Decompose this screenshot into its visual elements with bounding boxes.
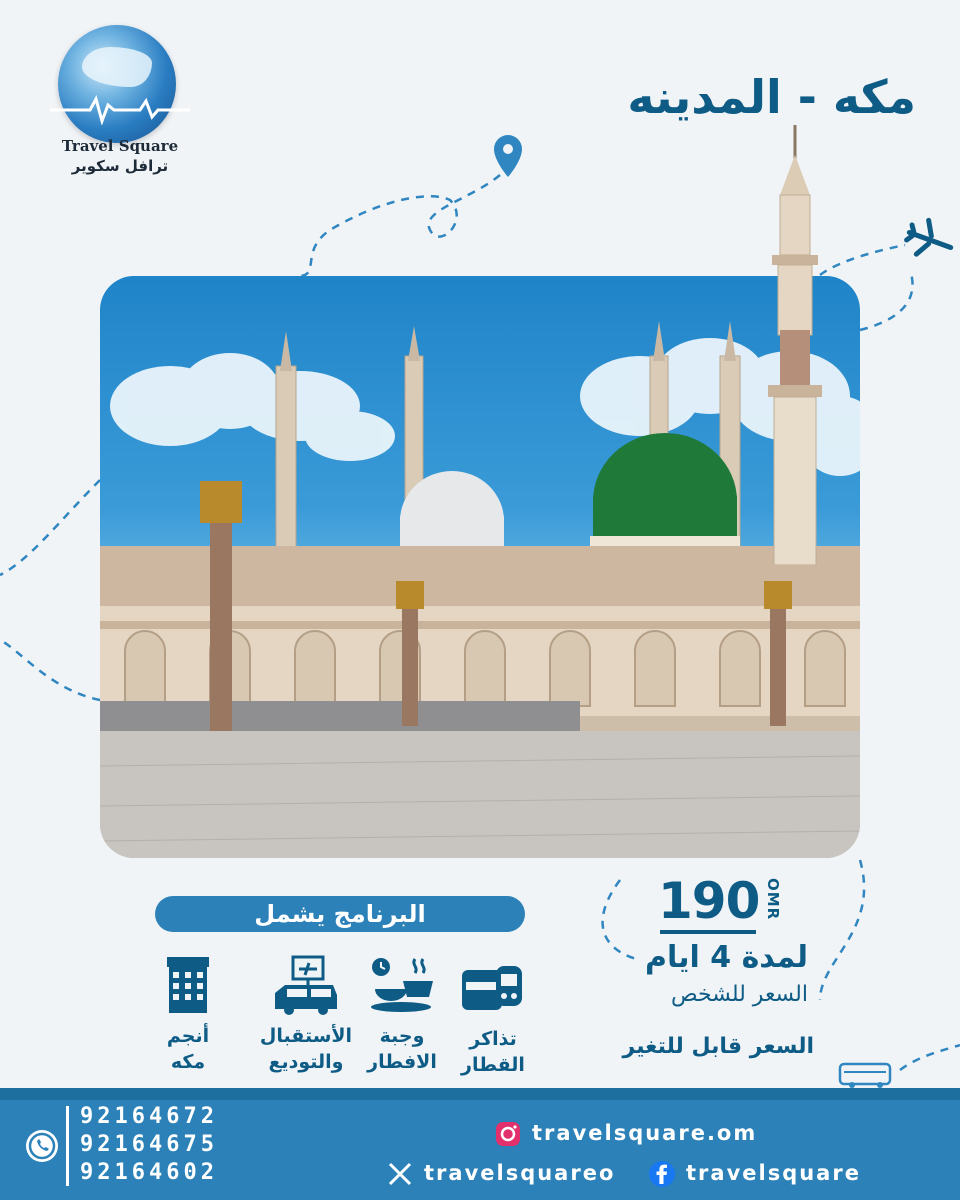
x-link[interactable]: [386, 1160, 615, 1188]
phone-number[interactable]: 92164602: [80, 1160, 218, 1185]
price-currency: OMR: [764, 878, 782, 921]
include-breakfast: [357, 955, 447, 1075]
footer-divider: [66, 1106, 69, 1186]
include-airport-transfer: [256, 955, 356, 1075]
instagram-link[interactable]: [494, 1120, 757, 1148]
include-label-line1: تذاكر: [469, 1028, 517, 1050]
page-title: مكه - المدينه: [627, 70, 916, 124]
mosque-photo: [100, 276, 860, 858]
phone-number[interactable]: 92164672: [80, 1104, 218, 1129]
instagram-icon: [494, 1120, 522, 1148]
phone-number[interactable]: 92164675: [80, 1132, 218, 1157]
include-train-tickets: [448, 958, 538, 1078]
price-change-note: السعر قابل للتغير: [622, 1034, 814, 1059]
airport-transfer-icon: [271, 955, 341, 1015]
x-icon: [386, 1160, 414, 1188]
includes-heading: البرنامج يشمل: [155, 896, 525, 932]
instagram-handle: travelsquare.om: [532, 1121, 758, 1145]
include-label-line2: الافطار: [367, 1051, 437, 1073]
include-label-line2: القطار: [461, 1054, 525, 1076]
breakfast-icon: [367, 955, 437, 1015]
hotel-icon: [153, 955, 223, 1015]
pulse-line-icon: [50, 95, 190, 125]
include-label-line1: الأستقبال: [259, 1025, 353, 1047]
price-per-person-label: السعر للشخص: [671, 982, 808, 1007]
brand-name-en: Travel Square: [61, 137, 179, 155]
bus-icon: [836, 1060, 896, 1090]
price-block: [600, 870, 840, 1080]
facebook-handle: travelsquare: [686, 1161, 861, 1185]
trip-duration: لمدة 4 ايام: [645, 940, 808, 975]
brand-name-ar: ترافل سكوير: [71, 157, 169, 175]
price-underline: [660, 930, 756, 934]
train-ticket-icon: [458, 958, 528, 1018]
facebook-icon: [648, 1160, 676, 1188]
location-pin-icon: [494, 135, 522, 177]
include-label-line1: وجبة: [379, 1025, 425, 1047]
x-handle: travelsquareo: [424, 1161, 616, 1185]
include-label-line1: أنجم: [166, 1025, 210, 1047]
minaret-tower: [750, 125, 840, 565]
travel-square-logo: [40, 25, 200, 185]
footer: [0, 1088, 960, 1200]
include-label-line2: والتوديع: [268, 1051, 344, 1073]
include-hotel: [143, 955, 233, 1075]
airplane-icon: [903, 216, 957, 265]
facebook-link[interactable]: [648, 1160, 861, 1188]
price-value: 190: [658, 872, 760, 930]
include-label-line2: مكه: [170, 1051, 206, 1073]
whatsapp-icon[interactable]: [26, 1130, 58, 1162]
